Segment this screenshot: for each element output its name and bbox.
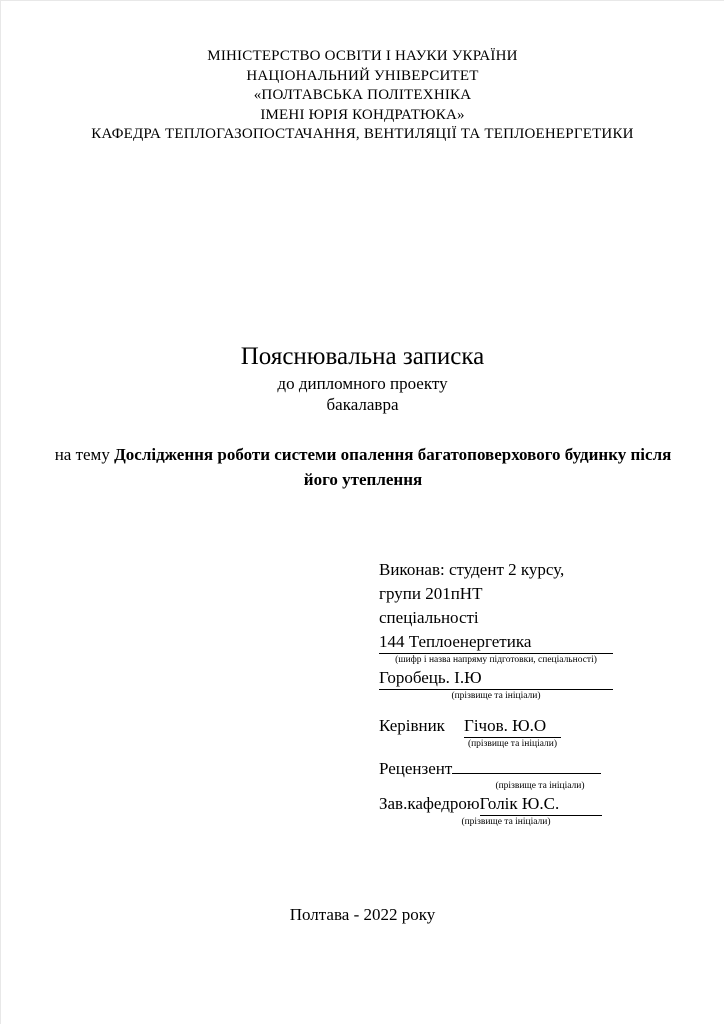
supervisor-name-field: Гічов. Ю.О xyxy=(464,714,561,738)
supervisor-caption: (прізвище та ініціали) xyxy=(467,739,558,749)
document-title: Пояснювальна записка xyxy=(240,343,485,370)
executor-block xyxy=(379,558,613,828)
executor-line-course: Виконав: студент 2 курсу, xyxy=(379,560,565,579)
header-line-ministry: МІНІСТЕРСТВО ОСВІТИ І НАУКИ УКРАЇНИ xyxy=(207,48,518,64)
supervisor-role-label: Керівник xyxy=(379,716,445,735)
title-subtitle-project: до дипломного проекту xyxy=(277,374,448,393)
topic-text: Дослідження роботи системи опалення багатоповерхового будинку після його утеплення xyxy=(114,445,672,489)
department-head-name-field: Голік Ю.С. xyxy=(480,792,602,816)
department-head-role-label: Зав.кафедрою xyxy=(379,794,480,813)
header-line-university: НАЦІОНАЛЬНИЙ УНІВЕРСИТЕТ xyxy=(246,67,479,84)
executor-line-specialty-label: спеціальності xyxy=(379,608,479,627)
reviewer-role-label: Рецензент xyxy=(379,759,453,778)
specialty-caption: (шифр і назва напряму підготовки, спеціальності) xyxy=(395,655,597,665)
city-year-line: Полтава - 2022 року xyxy=(289,905,436,924)
student-name-field: Горобець. І.Ю xyxy=(379,666,613,690)
topic-prefix: на тему xyxy=(54,445,115,464)
reviewer-name-field xyxy=(452,750,601,774)
signature-row-department-head xyxy=(379,792,613,816)
block-spacer xyxy=(379,702,613,714)
header-line-department: КАФЕДРА ТЕПЛОГАЗОПОСТАЧАННЯ, ВЕНТИЛЯЦІЇ ТА ТЕПЛОЕНЕРГЕТИКИ xyxy=(91,126,634,142)
title-block xyxy=(1,341,724,415)
header-line-poltavska: «ПОЛТАВСЬКА ПОЛІТЕХНІКА xyxy=(253,87,472,103)
specialty-field: 144 Теплоенергетика xyxy=(379,630,613,654)
reviewer-caption: (прізвище та ініціали) xyxy=(495,781,585,791)
university-header xyxy=(1,47,724,145)
signature-row-supervisor xyxy=(379,714,613,738)
title-subtitle-degree: бакалавра xyxy=(326,395,399,414)
topic-line xyxy=(53,442,673,492)
signature-row-reviewer xyxy=(379,750,613,780)
header-line-kondratyuka: ІМЕНІ ЮРІЯ КОНДРАТЮКА» xyxy=(260,106,465,123)
department-head-caption: (прізвище та ініціали) xyxy=(461,817,551,827)
student-name-caption: (прізвище та ініціали) xyxy=(451,691,541,701)
executor-line-group: групи 201пНТ xyxy=(379,584,483,603)
